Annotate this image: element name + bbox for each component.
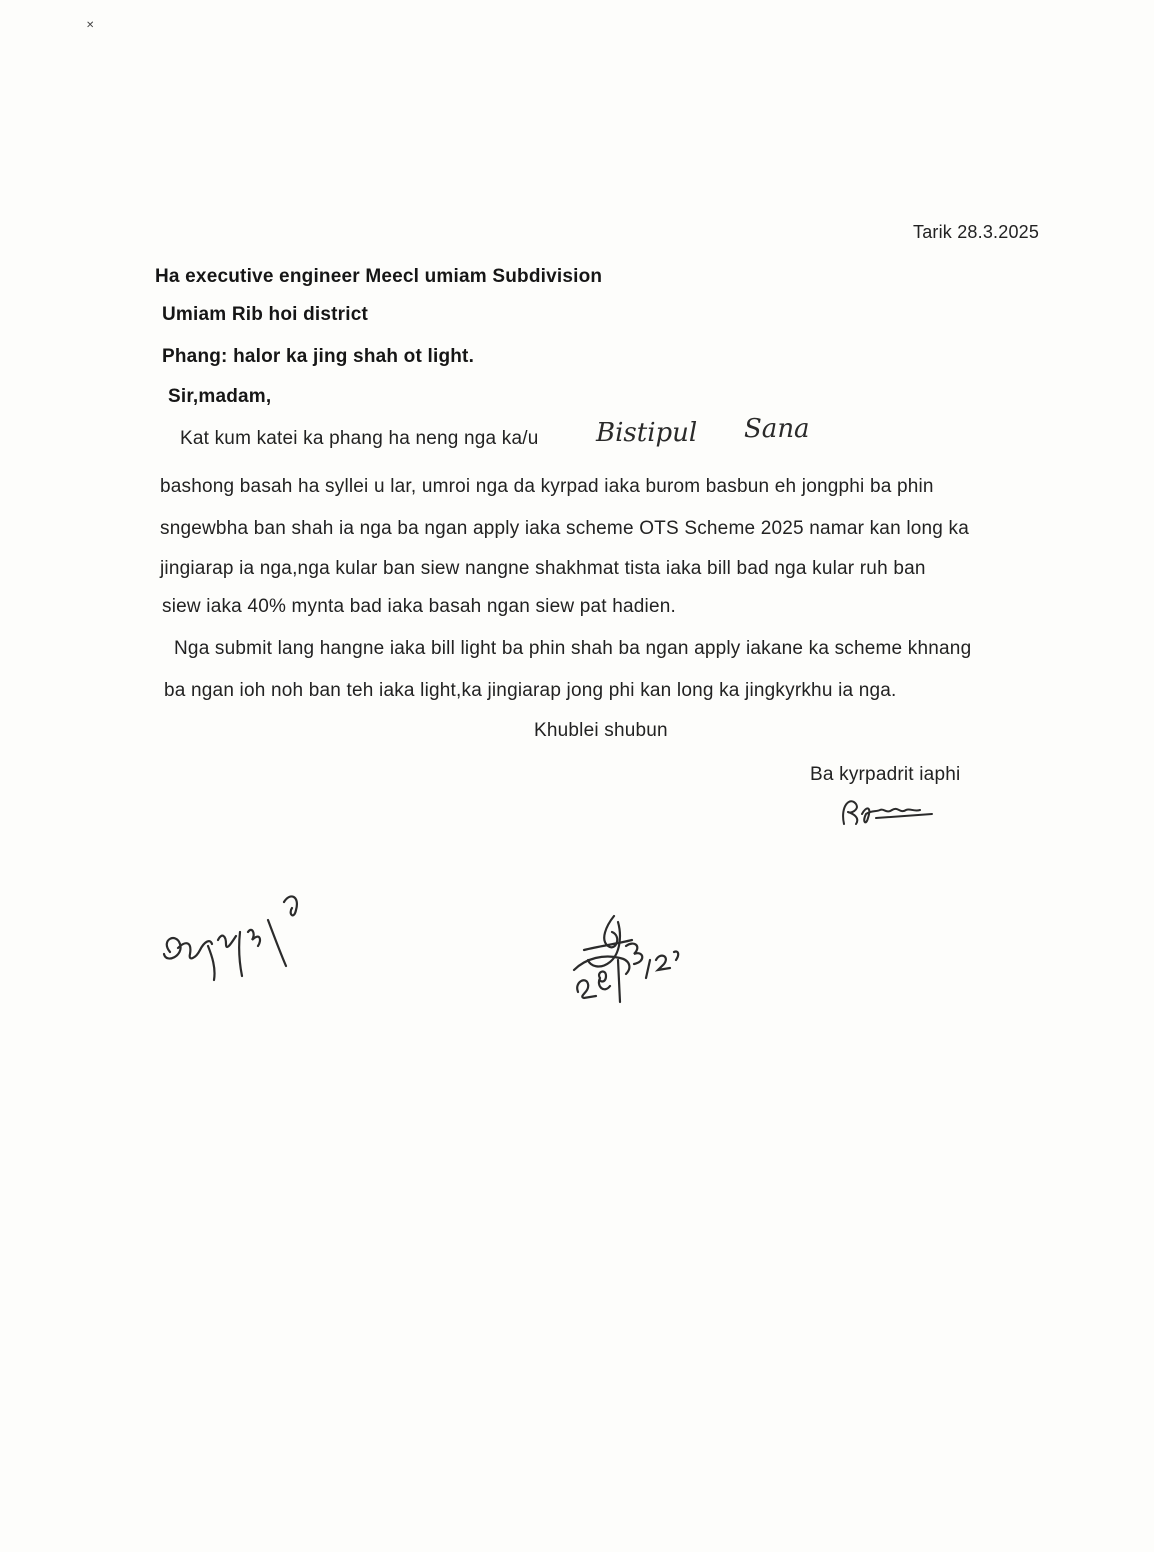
handwritten-mark-left: [156, 880, 316, 990]
letter-subject: Phang: halor ka jing shah ot light.: [162, 346, 475, 367]
body-paragraph1-line2: bashong basah ha syllei u lar, umroi nga da kyrpad iaka burom basbun eh jongphi ba phin: [160, 476, 934, 497]
body-paragraph2-line1: Nga submit lang hangne iaka bill light ba phin shah ba ngan apply iakane ka scheme khnang: [174, 638, 972, 659]
recipient-address-line2: Umiam Rib hoi district: [162, 304, 369, 325]
handwritten-name-first: Bistipul: [596, 418, 698, 448]
scan-speck: ✕: [86, 20, 95, 31]
recipient-address-line1: Ha executive engineer Meecl umiam Subdivision: [155, 266, 603, 287]
body-paragraph1-line3: sngewbha ban shah ia nga ba ngan apply iaka scheme OTS Scheme 2025 namar kan long ka: [160, 518, 969, 539]
sender-signature: [836, 792, 946, 832]
handwritten-name-last: Sana: [744, 414, 810, 444]
letter-greeting: Sir,madam,: [168, 386, 272, 407]
body-paragraph2-line2: ba ngan ioh noh ban teh iaka light,ka jingiarap jong phi kan long ka jingkyrkhu ia nga.: [164, 680, 897, 701]
body-paragraph1-line4: jingiarap ia nga,nga kular ban siew nangne shakhmat tista iaka bill bad nga kular ruh ban: [160, 558, 926, 579]
letter-closing: Khublei shubun: [534, 720, 668, 741]
body-paragraph1-line1: Kat kum katei ka phang ha neng nga ka/u: [180, 428, 539, 449]
body-paragraph1-line5: siew iaka 40% mynta bad iaka basah ngan siew pat hadien.: [162, 596, 676, 617]
letter-signoff: Ba kyrpadrit iaphi: [810, 764, 961, 785]
letter-date: Tarik 28.3.2025: [913, 222, 1040, 242]
handwritten-signature-dated: [560, 906, 700, 1006]
